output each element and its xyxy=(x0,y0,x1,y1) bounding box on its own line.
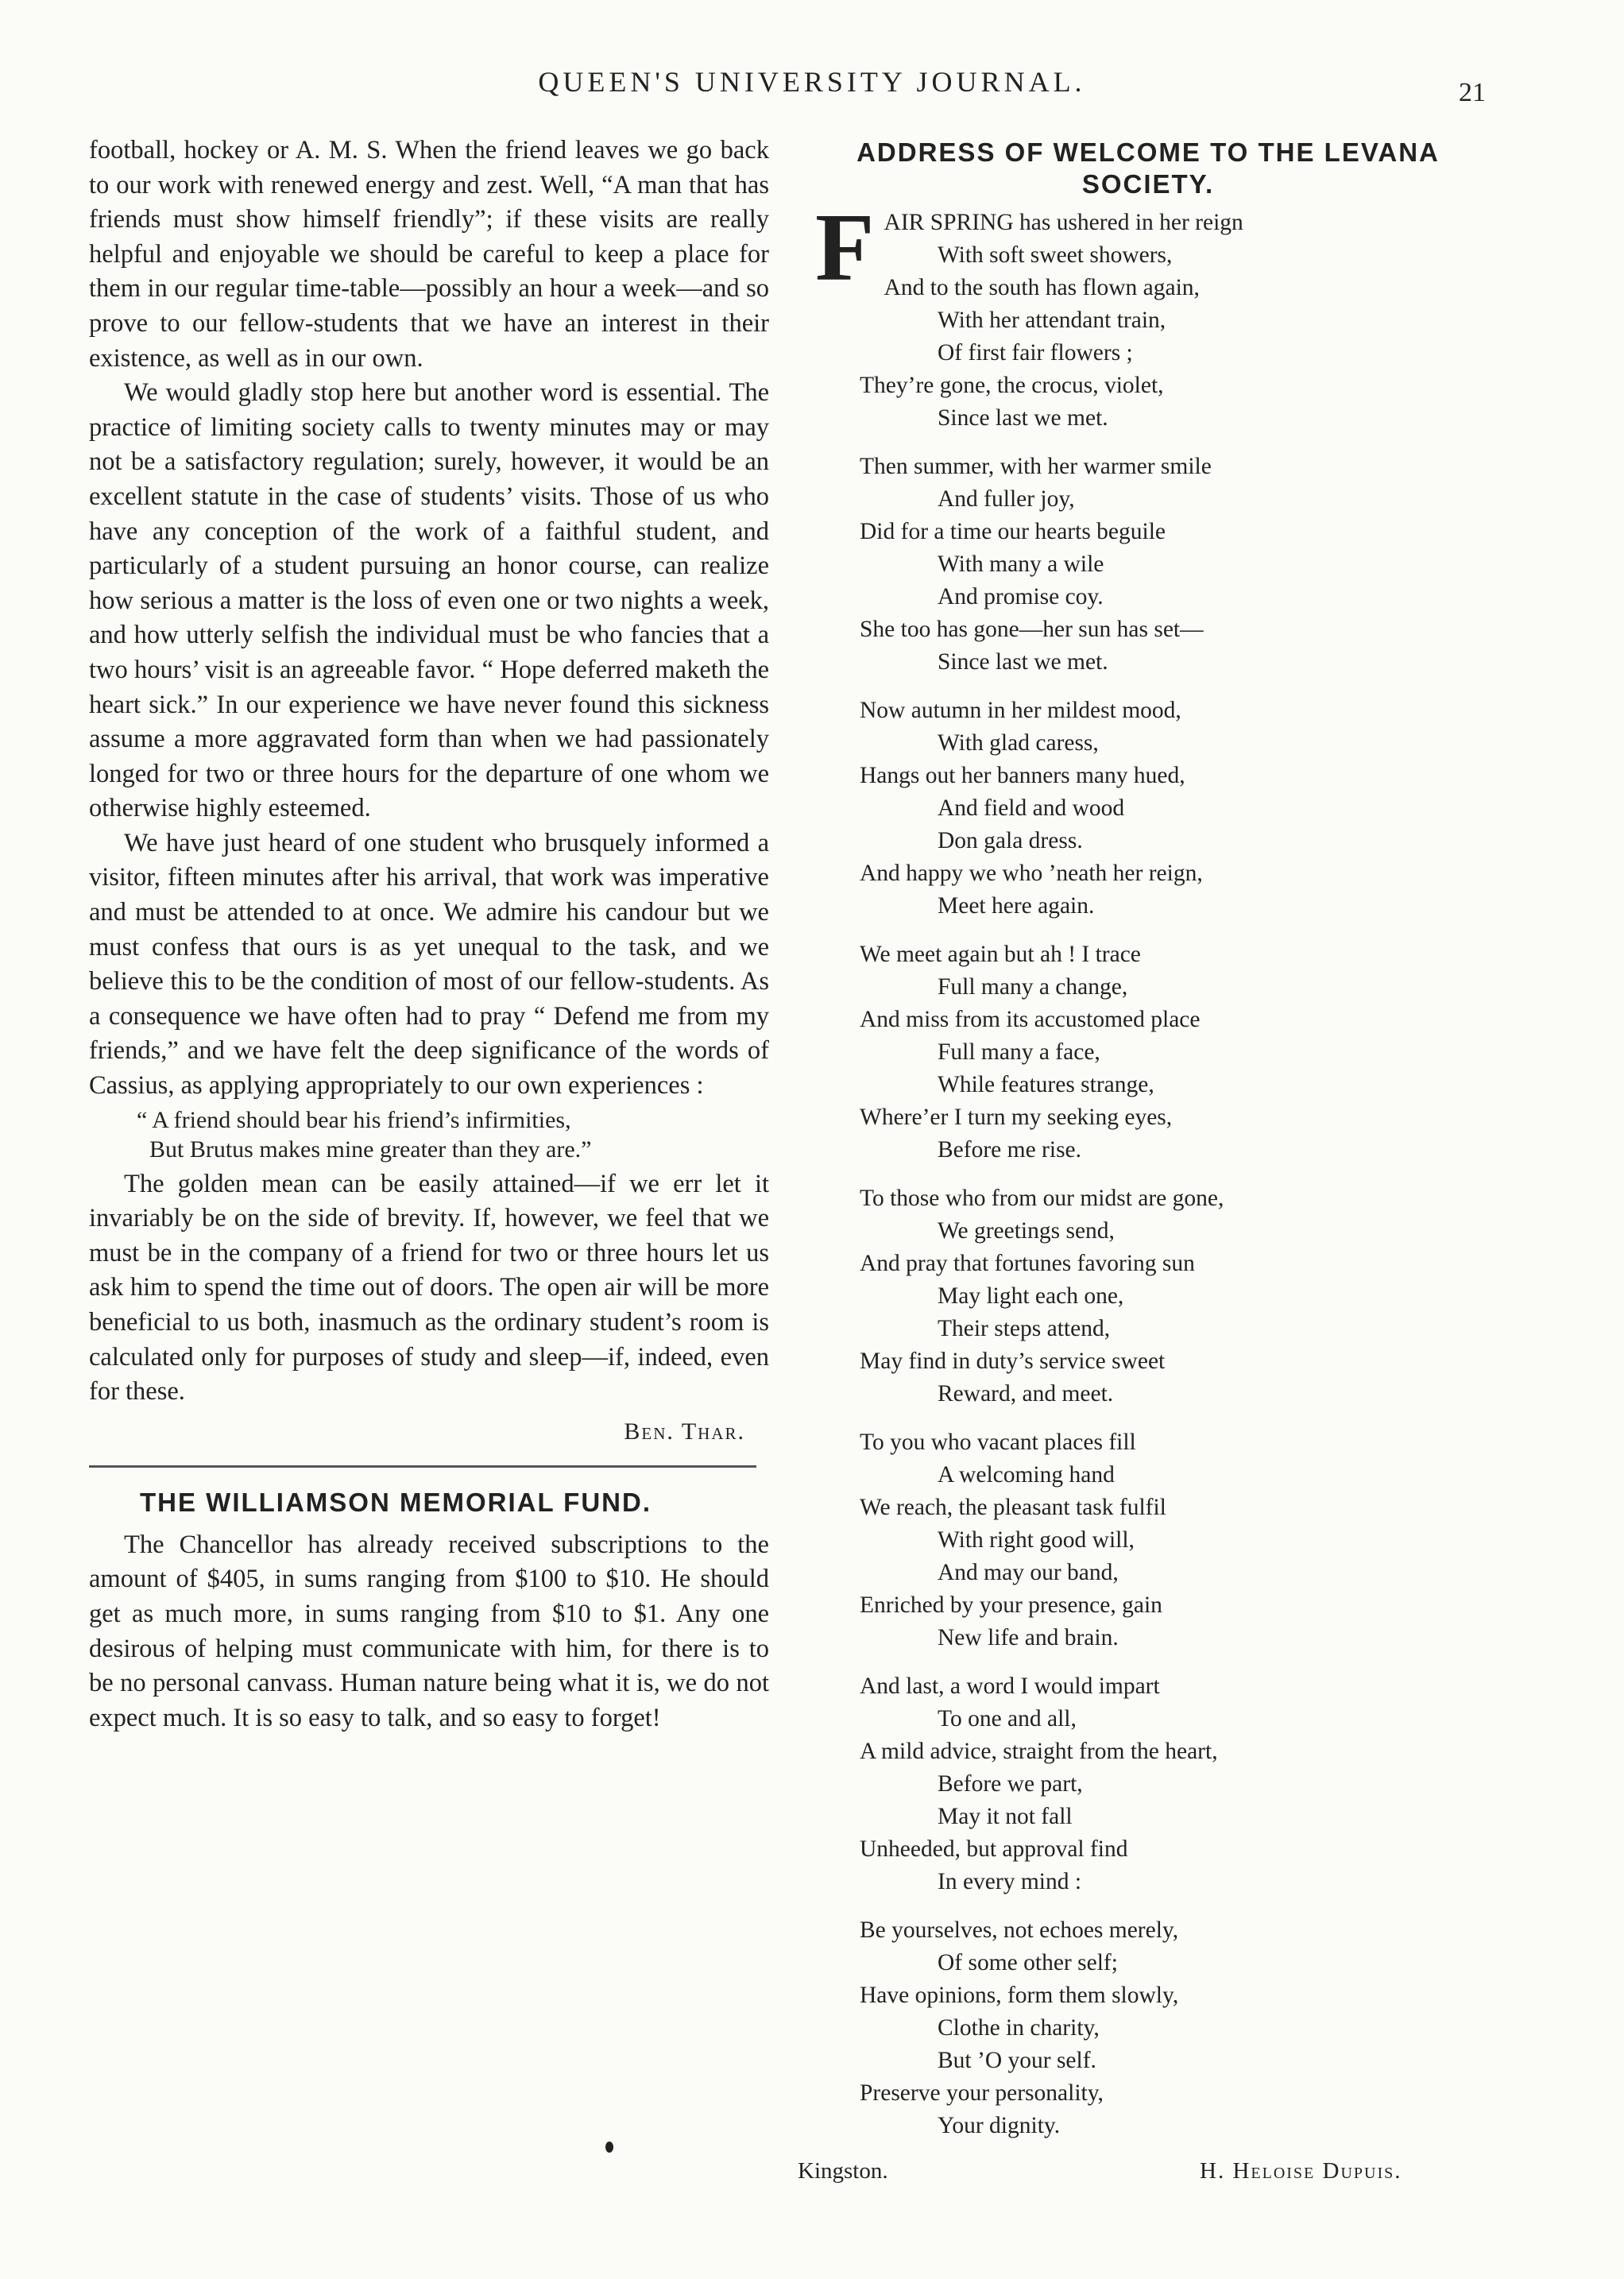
drop-cap: F xyxy=(815,194,875,301)
stanza xyxy=(860,1914,1494,2142)
poem-line: And promise coy. xyxy=(938,584,1104,609)
poem-line: New life and brain. xyxy=(938,1625,1119,1650)
place-name: Kingston. xyxy=(798,2158,888,2184)
poem-line: Reward, and meet. xyxy=(938,1381,1114,1406)
poem-line: While features strange, xyxy=(938,1072,1154,1097)
cassius-quote xyxy=(89,1105,769,1164)
poem-line: To you who vacant places fill xyxy=(860,1430,1136,1455)
stanza xyxy=(860,695,1494,923)
poem-line: Full many a face, xyxy=(938,1039,1100,1065)
poem-footer xyxy=(798,2158,1494,2192)
poem xyxy=(815,194,1494,2142)
poem-line: Then summer, with her warmer smile xyxy=(860,454,1212,479)
quote-line: But Brutus makes mine greater than they are.” xyxy=(149,1136,592,1163)
poem-author: H. Heloise Dupuis. xyxy=(1200,2158,1402,2184)
fund-paragraph: The Chancellor has already received subscriptions to the amount of $405, in sums ranging from $100 to $10. He should get as much more, in sums ranging from $10 to $1. Any one desirous of helping must communicate with him, for there is to be no personal canvass. Human nature being what it is, we do not expect much. It is so easy to talk, and so easy to forget! xyxy=(89,1530,769,1732)
poem-line: May find in duty’s service sweet xyxy=(860,1348,1166,1374)
poem-line: Since last we met. xyxy=(938,405,1108,431)
poem-line: And last, a word I would impart xyxy=(860,1673,1160,1699)
poem-line: And pray that fortunes favoring sun xyxy=(860,1251,1195,1276)
poem-line: In every mind : xyxy=(938,1869,1082,1894)
poem-line: And may our band, xyxy=(938,1560,1119,1585)
poem-line: Clothe in charity, xyxy=(938,2015,1100,2041)
poem-line: And to the south has flown again, xyxy=(884,275,1200,300)
poem-line: With glad caress, xyxy=(938,730,1099,756)
stanza xyxy=(860,451,1494,679)
page-number: 21 xyxy=(1459,78,1486,107)
poem-line: We meet again but ah ! I trace xyxy=(860,942,1141,967)
poem-line: But ’O your self. xyxy=(938,2048,1096,2073)
poem-line: Now autumn in her mildest mood, xyxy=(860,698,1181,723)
stanza xyxy=(860,1670,1494,1898)
poem-title-line: ADDRESS OF WELCOME TO THE LEVANA xyxy=(856,137,1440,167)
poem-line: Unheeded, but approval find xyxy=(860,1836,1128,1862)
poem-line: We greetings send, xyxy=(938,1218,1115,1244)
poem-line: With her attendant train, xyxy=(938,308,1166,333)
poem-line: Full many a change, xyxy=(938,974,1128,1000)
poem-line: Did for a time our hearts beguile xyxy=(860,519,1166,544)
poem-line: She too has gone—her sun has set— xyxy=(860,617,1204,642)
fund-title: THE WILLIAMSON MEMORIAL FUND. xyxy=(140,1487,652,1517)
poem-line: Where’er I turn my seeking eyes, xyxy=(860,1105,1173,1130)
poem-line: With soft sweet showers, xyxy=(938,242,1173,268)
right-column xyxy=(798,137,1494,2192)
stanza xyxy=(860,1182,1494,1410)
poem-line: May it not fall xyxy=(938,1804,1073,1829)
poem-line: To those who from our midst are gone, xyxy=(860,1186,1224,1211)
poem-line: With many a wile xyxy=(938,551,1104,577)
poem-line: A mild advice, straight from the heart, xyxy=(860,1739,1218,1764)
poem-line: Meet here again. xyxy=(938,893,1095,919)
poem-line: We reach, the pleasant task fulfil xyxy=(860,1495,1166,1520)
poem-line: May light each one, xyxy=(938,1283,1124,1309)
poem-line: To one and all, xyxy=(938,1706,1077,1731)
poem-line: They’re gone, the crocus, violet, xyxy=(860,373,1164,398)
poem-title xyxy=(802,137,1494,200)
poem-line: A welcoming hand xyxy=(938,1462,1115,1488)
stanza xyxy=(815,194,1494,435)
poem-line: AIR SPRING has ushered in her reign xyxy=(884,210,1243,235)
poem-line: With right good will, xyxy=(938,1527,1135,1553)
page-dot xyxy=(605,2142,613,2153)
poem-line: And miss from its accustomed place xyxy=(860,1007,1201,1032)
stanza xyxy=(860,938,1494,1167)
poem-line: Your dignity. xyxy=(938,2113,1061,2138)
paragraph-3: We have just heard of one student who brusquely informed a visitor, fifteen minutes after his arrival, that work was imperative and must be attended to at once. We admire his candour but we must confess that ours is as yet unequal to the task, and we believe this to be the condition of most of our fellow-students. As a consequence we have often had to pray “ Defend me from my friends,” and we have felt the deep significance of the words of Cassius, as applying appropriately to our own experiences : xyxy=(89,828,769,1101)
stanza xyxy=(860,1426,1494,1654)
journal-header: QUEEN'S UNIVERSITY JOURNAL. xyxy=(538,66,1086,98)
poem-line: And happy we who ’neath her reign, xyxy=(860,861,1203,886)
quote-line: “ A friend should bear his friend’s infirmities, xyxy=(137,1106,571,1133)
poem-line: Don gala dress. xyxy=(938,828,1083,853)
section-divider xyxy=(89,1465,756,1468)
poem-line: And fuller joy, xyxy=(938,486,1075,512)
signature: Ben. Thar. xyxy=(624,1418,745,1445)
poem-line: Of first fair flowers ; xyxy=(938,340,1133,366)
left-column xyxy=(89,133,769,1735)
poem-line: And field and wood xyxy=(938,795,1125,821)
paragraph-2: We would gladly stop here but another word is essential. The practice of limiting society calls to twenty minutes may or may not be a satisfactory regulation; surely, however, it would be an excellent statute in the case of students’ visits. Those of us who have any conception of the work of a faithful student, and particularly of a student pursuing an honor course, can realize how serious a matter is the loss of even one or two nights a week, and how utterly selfish the individual must be who fancies that a two hours’ visit is an agreeable favor. “ Hope deferred maketh the heart sick.” In our experience we have never found this sickness assume a more aggravated form than when we had passionately longed for two or three hours for the departure of one whom we otherwise highly esteemed. xyxy=(89,378,769,823)
poem-line: Preserve your personality, xyxy=(860,2080,1104,2106)
poem-line: Be yourselves, not echoes merely, xyxy=(860,1917,1179,1943)
poem-line: Their steps attend, xyxy=(938,1316,1111,1341)
poem-line: Of some other self; xyxy=(938,1950,1118,1975)
paragraph-4: The golden mean can be easily attained—if we err let it invariably be on the side of brevity. If, however, we feel that we must be in the company of a friend for two or three hours let us ask him to spend the time out of doors. The open air will be more beneficial to us both, inasmuch as the ordinary student’s room is calculated only for purposes of study and sleep—if, indeed, even for these. xyxy=(89,1169,769,1406)
poem-line: Enriched by your presence, gain xyxy=(860,1592,1162,1618)
poem-title-line: SOCIETY. xyxy=(1081,169,1215,199)
poem-line: Hangs out her banners many hued, xyxy=(860,763,1185,788)
poem-line: Have opinions, form them slowly, xyxy=(860,1983,1179,2008)
poem-line: Since last we met. xyxy=(938,649,1108,675)
poem-line: Before me rise. xyxy=(938,1137,1082,1163)
paragraph-1: football, hockey or A. M. S. When the friend leaves we go back to our work with renewed energy and zest. Well, “A man that has friends must show himself friendly”; if these visits are really helpful and enjoyable we should be careful to keep a place for them in our regular time-table—possibly an hour a week—and so prove to our fellow-students that we have an interest in their existence, as well as in our own. xyxy=(89,136,769,373)
poem-line: Before we part, xyxy=(938,1771,1083,1797)
